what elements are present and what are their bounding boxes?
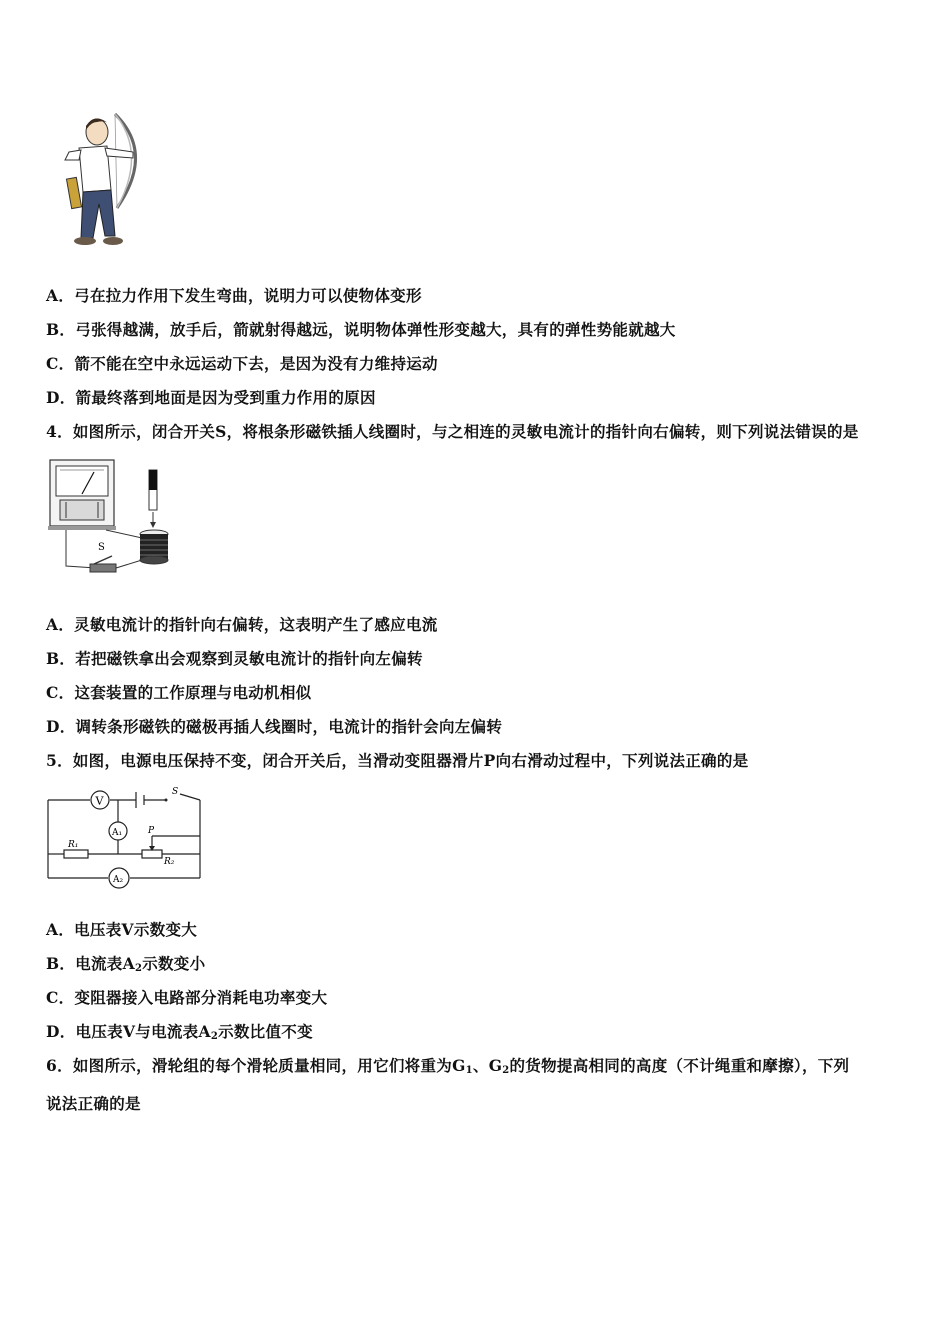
switch-label: S <box>172 787 179 797</box>
q4-option-a: A．灵敏电流计的指针向右偏转，这表明产生了感应电流 <box>46 615 438 634</box>
circuit-diagram <box>44 786 204 892</box>
q4-stem: 4．如图所示，闭合开关S，将根条形磁铁插人线圈时，与之相连的灵敏电流计的指针向右偏转，则下列说法错误的是 <box>46 422 859 441</box>
ammeter2-label: A₂ <box>113 875 124 885</box>
q5-stem: 5．如图，电源电压保持不变，闭合开关后，当滑动变阻器滑片P向右滑动过程中，下列说法正确的是 <box>46 751 749 770</box>
q5-option-d: D．电压表V与电流表$A_2$示数比值不变 <box>46 1022 313 1042</box>
q4-option-d: D．调转条形磁铁的磁极再插人线圈时，电流计的指针会向左偏转 <box>46 717 503 736</box>
galvanometer-coil-figure <box>46 456 186 586</box>
q4-option-b: B．若把磁铁拿出会观察到灵敏电流计的指针向左偏转 <box>46 649 423 668</box>
archer-figure <box>55 108 150 253</box>
r2-label: R₂ <box>164 857 175 867</box>
q5-option-b: B．电流表$A_2$示数变小 <box>46 954 206 974</box>
q4-option-c: C．这套装置的工作原理与电动机相似 <box>46 683 312 702</box>
ammeter1-label: A₁ <box>112 828 123 838</box>
r1-label: R₁ <box>68 840 79 850</box>
q3-option-c: C．箭不能在空中永远运动下去，是因为没有力维持运动 <box>46 354 438 373</box>
q6-stem: 6．如图所示，滑轮组的每个滑轮质量相同，用它们将重为$G_1$、$G_2$的货物提高相同的高度（不计绳重和摩擦），下列 <box>46 1056 850 1076</box>
voltmeter-label: V <box>95 794 104 808</box>
q3-option-a: A．弓在拉力作用下发生弯曲，说明力可以使物体变形 <box>46 286 422 305</box>
switch-label: S <box>98 542 105 553</box>
q3-option-d: D．箭最终落到地面是因为受到重力作用的原因 <box>46 388 376 407</box>
q5-option-c: C．变阻器接入电路部分消耗电功率变大 <box>46 988 328 1007</box>
q5-option-a: A．电压表V示数变大 <box>46 920 198 939</box>
q6-stem-line2: 说法正确的是 <box>46 1094 141 1113</box>
slider-label: P <box>148 826 155 836</box>
q3-option-b: B．弓张得越满，放手后，箭就射得越远，说明物体弹性形变越大，具有的弹性势能就越大 <box>46 320 676 339</box>
